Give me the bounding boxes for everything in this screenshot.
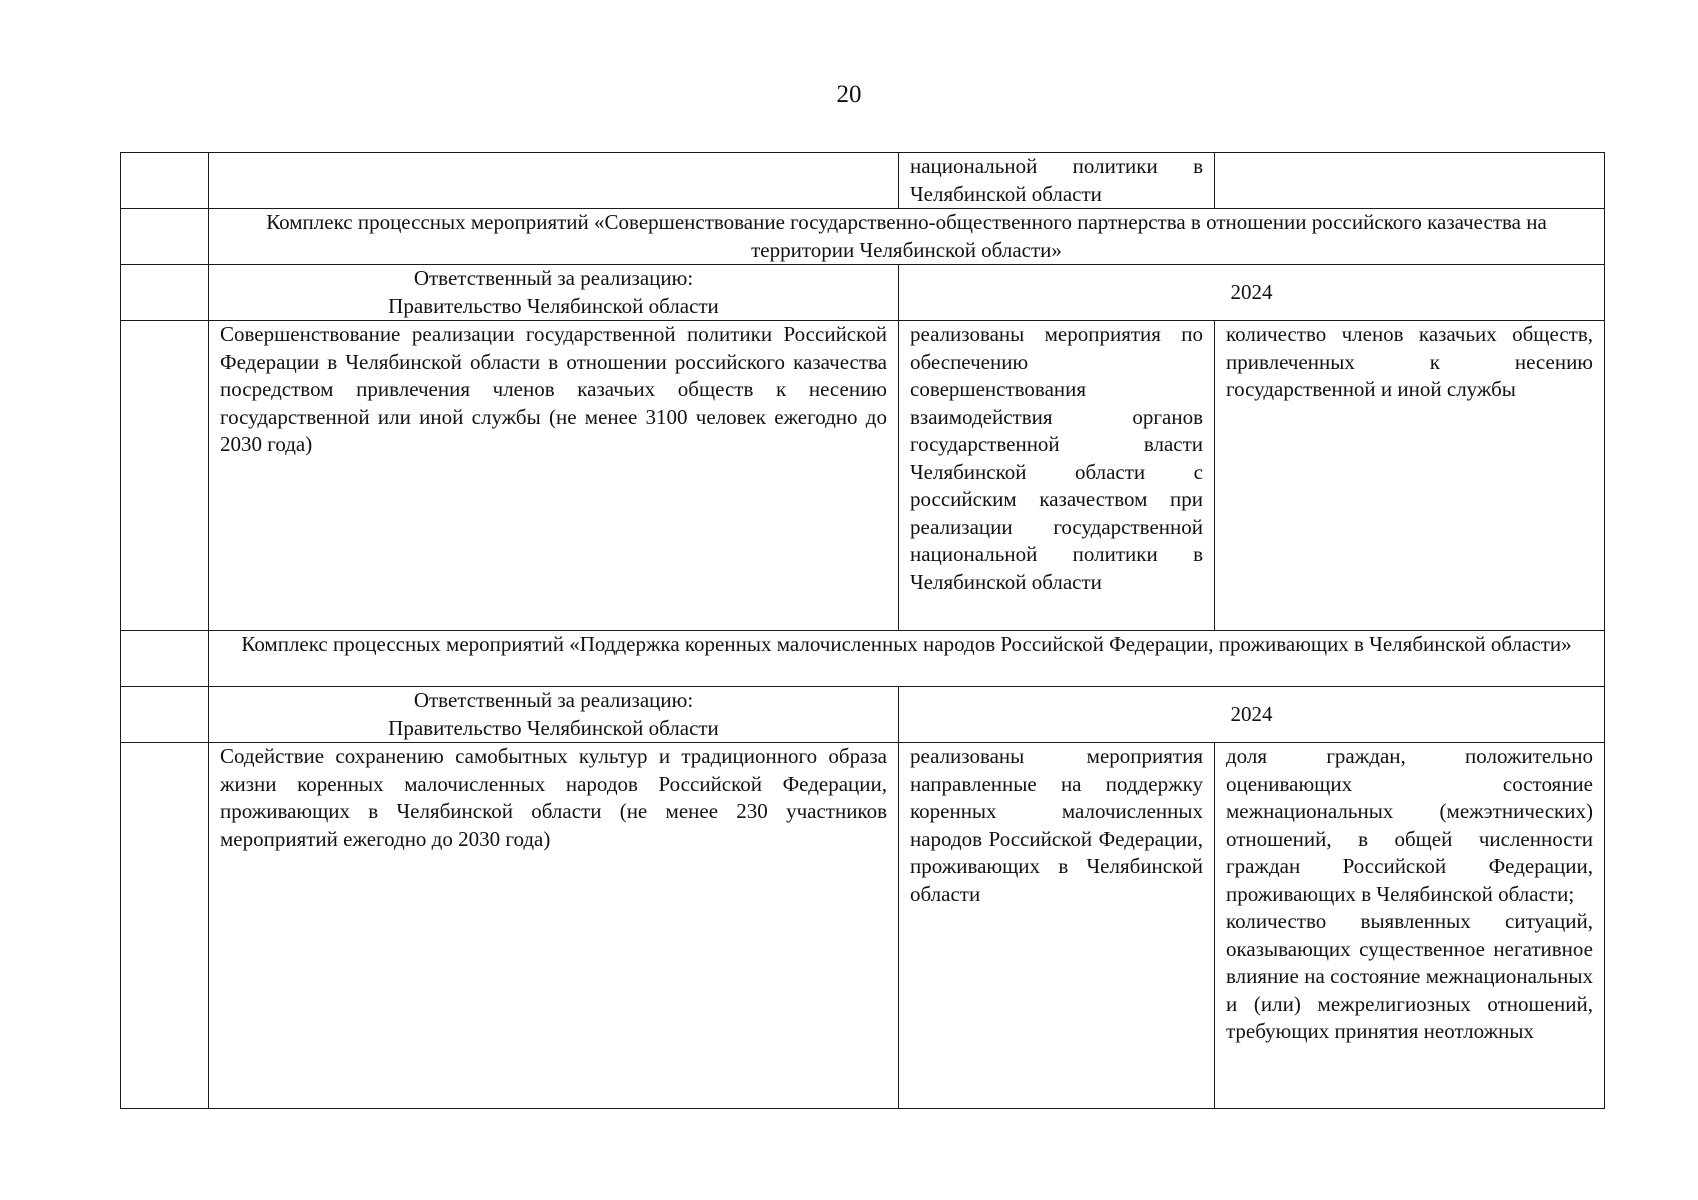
year-cell: 2024 bbox=[899, 265, 1605, 321]
indicator-cell bbox=[1215, 743, 1605, 1109]
row-number-cell bbox=[121, 153, 209, 209]
result-cell: национальной политики в Челябинской области bbox=[899, 153, 1215, 209]
section-title-row bbox=[121, 631, 1605, 687]
row-number-cell bbox=[121, 209, 209, 265]
task-cell bbox=[209, 153, 899, 209]
indicator-cell: количество членов казачьих обществ, привлеченных к несению государственной и иной службы bbox=[1215, 321, 1605, 631]
responsible-value: Правительство Челябинской области bbox=[388, 293, 719, 318]
row-number-cell bbox=[121, 631, 209, 687]
responsible-row bbox=[121, 265, 1605, 321]
row-number-cell bbox=[121, 321, 209, 631]
indicator-item: доля граждан, положительно оценивающих состояние межнациональных (межэтнических) отношений, в общей численности граждан Российской Федерации, проживающих в Челябинской области; bbox=[1226, 744, 1593, 906]
indicator-cell bbox=[1215, 153, 1605, 209]
result-cell: реализованы мероприятия по обеспечению совершенствования взаимодействия органов государственной власти Челябинской области с российским казачеством при реализации государственной национальной политики в Челябинской области bbox=[899, 321, 1215, 631]
row-number-cell bbox=[121, 265, 209, 321]
indicator-item: количество выявленных ситуаций, оказывающих существенное негативное влияние на состояние межнациональных и (или) межрелигиозных отношений, требующих принятия неотложных bbox=[1226, 909, 1593, 1043]
table-row bbox=[121, 321, 1605, 631]
row-number-cell bbox=[121, 743, 209, 1109]
task-cell: Содействие сохранению самобытных культур и традиционного образа жизни коренных малочисленных народов Российской Федерации, проживающих в Челябинской области (не менее 230 участников мероприятий ежегодно до 2030 года) bbox=[209, 743, 899, 1109]
table-row-continuation bbox=[121, 153, 1605, 209]
section-title-row bbox=[121, 209, 1605, 265]
page-number: 20 bbox=[836, 81, 862, 108]
row-number-cell bbox=[121, 687, 209, 743]
table-row bbox=[121, 743, 1605, 1109]
section-title: Комплекс процессных мероприятий «Совершенствование государственно-общественного партнерства в отношении российского казачества на территории Челябинской области» bbox=[209, 209, 1605, 265]
task-cell: Совершенствование реализации государственной политики Российской Федерации в Челябинской области в отношении российского казачества посредством привлечения членов казачьих обществ к несению государственной или иной службы (не менее 3100 человек ежегодно до 2030 года) bbox=[209, 321, 899, 631]
responsible-cell bbox=[209, 265, 899, 321]
section-title: Комплекс процессных мероприятий «Поддержка коренных малочисленных народов Российской Федерации, проживающих в Челябинской области» bbox=[209, 631, 1605, 687]
program-table bbox=[120, 152, 1605, 1109]
result-cell: реализованы мероприятия направленные на поддержку коренных малочисленных народов Российской Федерации, проживающих в Челябинской области bbox=[899, 743, 1215, 1109]
responsible-label: Ответственный за реализацию: bbox=[413, 688, 694, 712]
year-cell: 2024 bbox=[899, 687, 1605, 743]
responsible-value: Правительство Челябинской области bbox=[388, 715, 719, 740]
responsible-cell bbox=[209, 687, 899, 743]
responsible-row bbox=[121, 687, 1605, 743]
responsible-label: Ответственный за реализацию: bbox=[413, 266, 694, 290]
